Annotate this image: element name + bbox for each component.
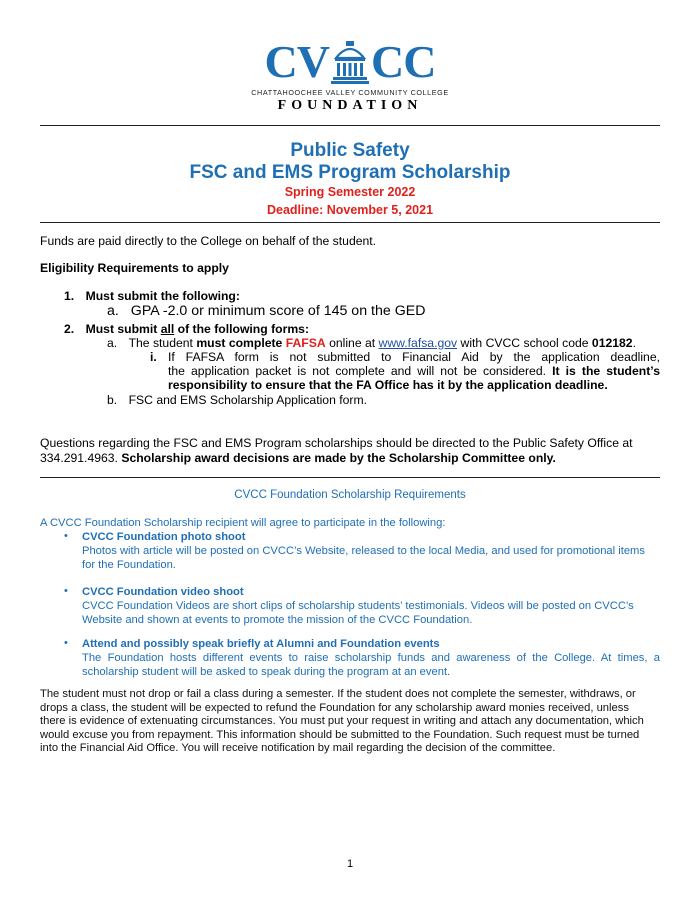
- sub-item-number: i.: [150, 350, 157, 364]
- sub-item-line1: If FAFSA form is not submitted to Financial Aid by the application deadline,: [168, 350, 660, 364]
- foundation-req-intro: A CVCC Foundation Scholarship recipient will agree to participate in the following:: [40, 517, 446, 529]
- eligibility-item-2a: [107, 336, 636, 351]
- sub-line2-plain: the application packet is not complete and will not be considered.: [168, 364, 553, 378]
- header-divider: [40, 125, 660, 126]
- text-post: with CVCC school code: [457, 336, 592, 350]
- item-all-underlined: all: [160, 322, 175, 336]
- foundation-req-heading: CVCC Foundation Scholarship Requirements: [234, 489, 466, 501]
- bullet-events-line2: scholarship student will be asked to speak during the program at an event.: [82, 666, 451, 678]
- bullet-photo-title: CVCC Foundation photo shoot: [82, 531, 246, 543]
- questions-divider: [40, 477, 660, 478]
- item-letter: a.: [107, 336, 118, 350]
- eligibility-item-2: [64, 322, 309, 337]
- building-icon: [330, 40, 370, 84]
- item-label: Must submit the following:: [85, 289, 240, 303]
- deadline-label: Deadline: November 5, 2021: [266, 203, 434, 217]
- logo-college-name: CHATTAHOOCHEE VALLEY COMMUNITY COLLEGE: [251, 88, 449, 97]
- bullet-photo-line1: Photos with article will be posted on CVCC’s Website, released to the local Media, and used for promotional items: [82, 545, 645, 557]
- text-pre: The student: [128, 336, 197, 350]
- eligibility-item-1a: [107, 303, 425, 320]
- page-title-line2: FSC and EMS Program Scholarship: [189, 162, 511, 183]
- sub-item-line2: [168, 364, 660, 379]
- bullet-events-title: Attend and possibly speak briefly at Alumni and Foundation events: [82, 638, 440, 650]
- item-letter: a.: [107, 303, 119, 319]
- policy-line: would excuse you from repayment. This information should be submitted to the Foundation. Such request must be turned: [40, 728, 640, 741]
- sub-line2-bold: It is the student’s: [552, 364, 660, 378]
- eligibility-item-1: [64, 289, 240, 304]
- phone-number: 334.291.4963.: [40, 451, 122, 465]
- refund-policy-paragraph: [40, 688, 660, 756]
- bullet-events-line1: The Foundation hosts different events to raise scholarship funds and awareness of the College. At times, a: [82, 652, 660, 664]
- bullet-video-line2: Website and shown at events to promote the mission of the CVCC Foundation.: [82, 614, 473, 626]
- intro-text: Funds are paid directly to the College on behalf of the student.: [40, 234, 377, 248]
- school-code: 012182: [591, 336, 633, 350]
- page-title-line1: Public Safety: [290, 140, 410, 161]
- item-text: GPA -2.0 or minimum score of 145 on the GED: [130, 303, 426, 319]
- bullet-video-title: CVCC Foundation video shoot: [82, 586, 244, 598]
- fafsa-text: FAFSA: [285, 336, 326, 350]
- semester-label: Spring Semester 2022: [284, 185, 416, 199]
- text-bold: must complete: [196, 336, 286, 350]
- bullet-dot: •: [64, 585, 68, 597]
- policy-line: into the Financial Aid Office. You will receive notification by mail regarding the decision of the committee.: [40, 742, 556, 754]
- page-number: 1: [346, 858, 354, 870]
- bullet-dot: •: [64, 530, 68, 542]
- policy-line: drops a class, the student will be expected to refund the Foundation for any scholarship award monies received, unless: [40, 701, 629, 714]
- item-number: 2.: [64, 322, 75, 336]
- questions-line2: [40, 451, 556, 466]
- logo-foundation-word: FOUNDATION: [277, 98, 423, 113]
- cvcc-foundation-logo: [0, 36, 700, 114]
- sub-item-line3: responsibility to ensure that the FA Office has it by the application deadline.: [168, 378, 608, 392]
- text-end: .: [632, 336, 636, 350]
- item-letter: b.: [107, 393, 118, 407]
- bullet-photo-line2: for the Foundation.: [82, 559, 176, 571]
- eligibility-heading: Eligibility Requirements to apply: [40, 261, 229, 275]
- logo-letters-left: CV: [264, 36, 329, 87]
- item-pre: Must submit: [85, 322, 161, 336]
- questions-line1: Questions regarding the FSC and EMS Program scholarships should be directed to the Public Safety Office at: [40, 436, 633, 450]
- bullet-video-line1: CVCC Foundation Videos are short clips of scholarship students’ testimonials. Videos will be posted on CVCC’s: [82, 600, 634, 612]
- committee-note: Scholarship award decisions are made by the Scholarship Committee only.: [121, 451, 556, 465]
- item-number: 1.: [64, 289, 75, 303]
- fafsa-link[interactable]: www.fafsa.gov: [378, 336, 458, 350]
- item-text: FSC and EMS Scholarship Application form.: [128, 393, 368, 407]
- title-divider: [40, 222, 660, 223]
- bullet-dot: •: [64, 637, 68, 649]
- eligibility-item-2b: [107, 393, 367, 408]
- policy-line: The student must not drop or fail a class during a semester. If the student does not complete the semester, withdraws, or: [40, 688, 636, 700]
- item-post: of the following forms:: [174, 322, 310, 336]
- policy-line: there is evidence of extenuating circumstances. You must put your request in writing and attach any documentation, which: [40, 715, 644, 727]
- text-mid: online at: [325, 336, 379, 350]
- logo-letters-right: CC: [371, 36, 436, 87]
